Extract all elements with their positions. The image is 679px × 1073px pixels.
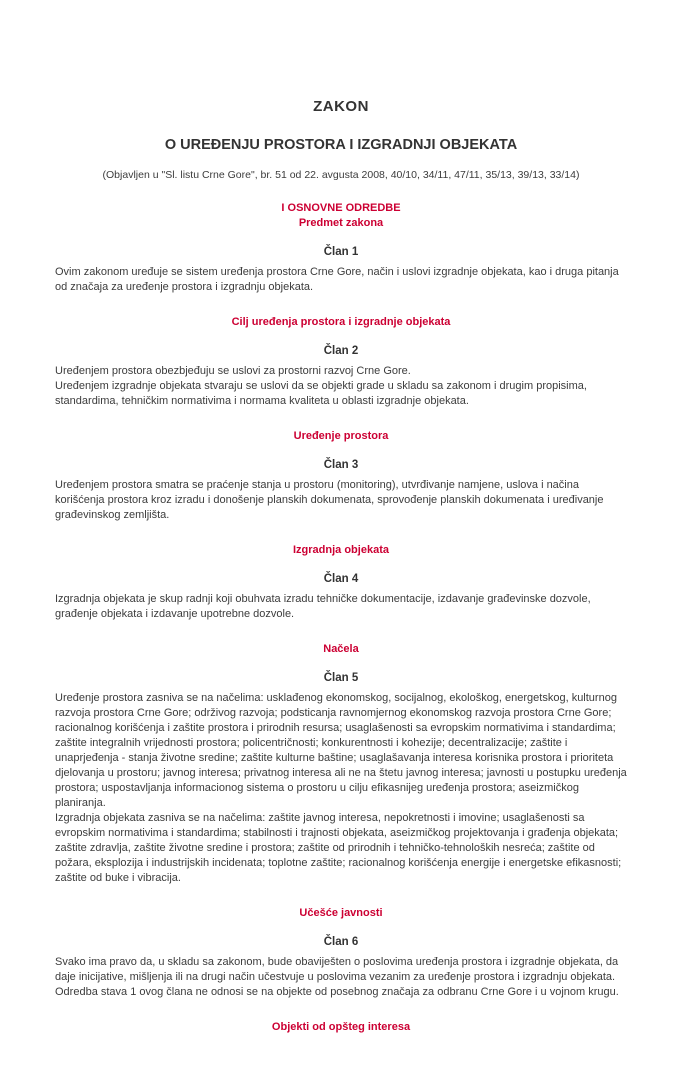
section-heading-nacela: Načela bbox=[323, 643, 359, 655]
article-label-clan-5: Član 5 bbox=[323, 672, 359, 684]
publication-note: (Objavljen u "Sl. listu Crne Gore", br. 51 od 22. avgusta 2008, 40/10, 34/11, 47/11, 35/13, 39/13, 33/14) bbox=[102, 169, 580, 181]
article-paragraph: Izgradnja objekata je skup radnji koji obuhvata izradu tehničke dokumentacije, izdavanje građevinske dozvole, građenje objekata i izdavanje upotrebne dozvole. bbox=[55, 593, 591, 620]
article-label-clan-6: Član 6 bbox=[323, 936, 359, 948]
article-paragraph: Uređenje prostora zasniva se na načelima: usklađenog ekonomskog, socijalnog, ekološkog, energetskog, kulturnog razvoja prostora Crne Gore; održivog razvoja; podsticanja ravnomjernog ekonomskog razvoja prostora Crne Gore; racionalnog korišćenja i zaštite prostora i prirodnih resursa; usaglašenosti sa evropskim normativima i standardima; zaštite integralnih vrijednosti prostora; policentričnosti; konkurentnosti i kohezije; decentralizacije; zaštite i unaprjeđenja - stanja životne sredine; zaštite kulturne baštine; usaglašavanja interesa korisnika prostora i prioriteta djelovanja u prostoru; javnog interesa; privatnog interesa ali ne na štetu javnog interesa; javnosti u postupku uređenja prostora; uspostavljanja informacionog sistema o prostoru u cilju efikasnijeg uređenja prostora; aseizmičkog planiranja. bbox=[55, 692, 627, 809]
article-paragraph: Svako ima pravo da, u skladu sa zakonom, bude obaviješten o poslovima uređenja prostora i izgradnje objekata, da daje inicijative, mišljenja ili na drugi način učestvuje u poslovima vezanim za uređenje prostora i izgradnju objekata. bbox=[55, 956, 619, 983]
section-heading-predmet-zakona: Predmet zakona bbox=[298, 217, 384, 229]
section-heading-objekti-od-opsteg-interesa: Objekti od opšteg interesa bbox=[271, 1021, 411, 1033]
article-label-clan-4: Član 4 bbox=[323, 573, 359, 585]
document-title: ZAKON bbox=[313, 98, 369, 115]
article-paragraph: Uređenjem prostora obezbjeđuju se uslovi za prostorni razvoj Crne Gore. bbox=[55, 365, 411, 377]
article-paragraph: Uređenjem izgradnje objekata stvaraju se uslovi da se objekti grade u skladu sa zakonom i drugim propisima, standardima, tehničkim normativima i normama kvaliteta u oblasti izgradnje objekata. bbox=[55, 380, 587, 407]
article-label-clan-3: Član 3 bbox=[323, 459, 359, 471]
section-heading-cilj-uredjenja: Cilj uređenja prostora i izgradnje objekata bbox=[231, 316, 451, 328]
section-heading-uredjenje-prostora: Uređenje prostora bbox=[293, 430, 389, 442]
article-paragraph: Izgradnja objekata zasniva se na načelima: zaštite javnog interesa, nepokretnosti i imovine; usaglašenosti sa evropskim normativima i standardima; stabilnosti i trajnosti objekata, aseizmičkog projektovanja i građenja objekata; zaštite zdravlja, zaštite životne sredine i prostora; zaštite od prirodnih i tehničko-tehnoloških nesreća; zaštite od požara, eksplozija i industrijskih incidenata; toplotne zaštite; racionalnog korišćenja energije i energetske efikasnosti; zaštite od buke i vibracija. bbox=[55, 812, 622, 884]
section-heading-izgradnja-objekata: Izgradnja objekata bbox=[293, 544, 389, 556]
article-paragraph: Ovim zakonom uređuje se sistem uređenja prostora Crne Gore, način i uslovi izgradnje objekata, kao i druga pitanja od značaja za uređenje prostora i izgradnju objekata. bbox=[55, 266, 619, 293]
chapter-heading: I OSNOVNE ODREDBE bbox=[281, 202, 401, 214]
article-paragraph: Uređenjem prostora smatra se praćenje stanja u prostoru (monitoring), utvrđivanje namjene, uslova i načina korišćenja prostora kroz izradu i donošenje planskih dokumenata, sprovođenje planskih dokumenata i uređivanje građevinskog zemljišta. bbox=[55, 479, 604, 521]
article-label-clan-1: Član 1 bbox=[323, 246, 359, 258]
document-subtitle: O UREĐENJU PROSTORA I IZGRADNJI OBJEKATA bbox=[164, 137, 518, 153]
article-paragraph: Odredba stava 1 ovog člana ne odnosi se na objekte od posebnog značaja za odbranu Crne Gore i u vojnom krugu. bbox=[55, 986, 619, 998]
article-label-clan-2: Član 2 bbox=[323, 345, 359, 357]
section-heading-ucesce-javnosti: Učešće javnosti bbox=[299, 907, 383, 919]
